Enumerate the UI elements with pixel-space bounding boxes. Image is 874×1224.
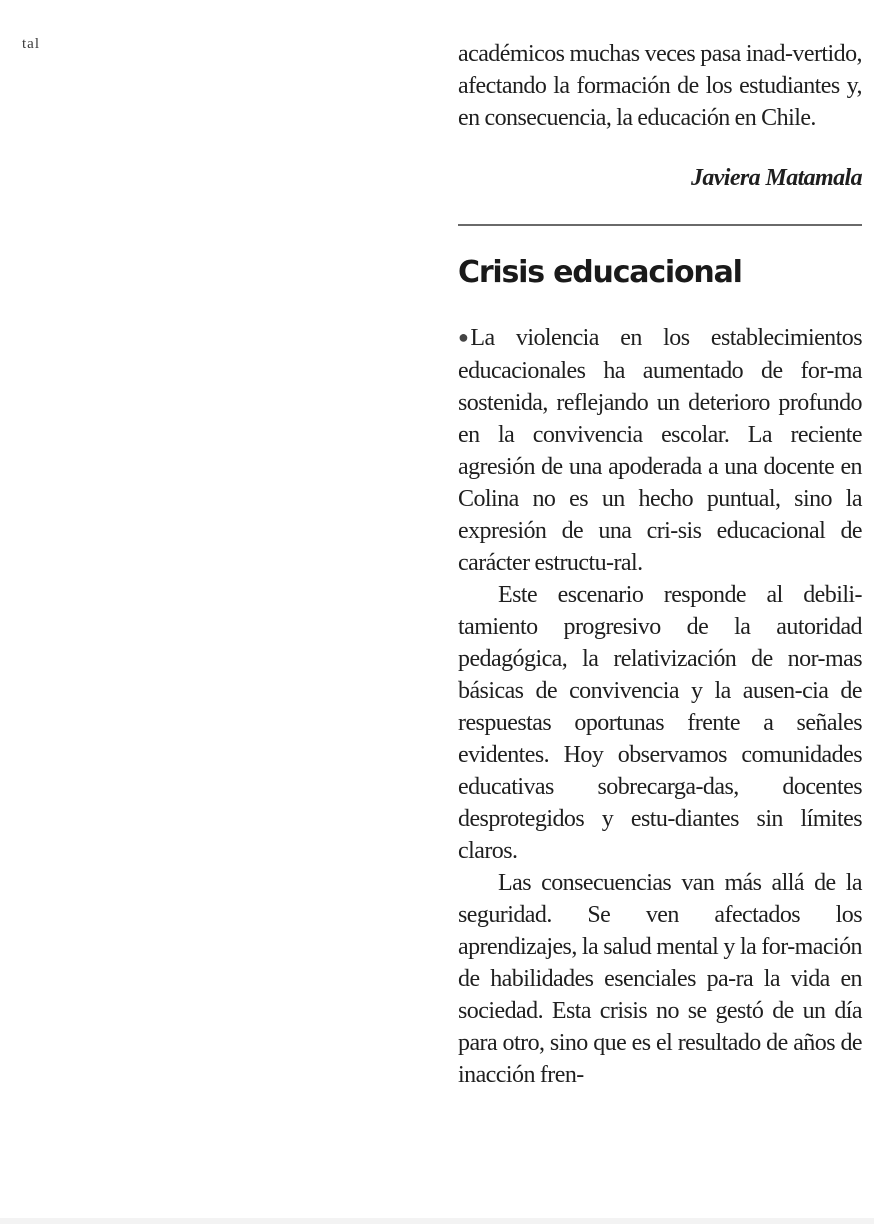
letter-paragraph-2: Este escenario responde al debili-tamiento progresivo de la autoridad pedagógica, la relativización de nor-mas básicas de convivencia y la ausen-cia de respuestas oportunas frente a señales evidentes. Hoy observamos comunidades educativas sobrecarga-das, docentes desprotegidos y estu-diantes sin límites claros. bbox=[458, 582, 862, 864]
previous-letter-signature: Javiera Matamala bbox=[690, 165, 862, 191]
section-divider bbox=[458, 224, 862, 226]
letter-paragraph-1 bbox=[458, 322, 862, 579]
bullet-icon: ● bbox=[458, 327, 469, 347]
letter-headline: Crisis educacional bbox=[458, 255, 742, 290]
letters-column bbox=[458, 38, 862, 1091]
page-bottom-band bbox=[0, 1218, 874, 1224]
letter-body bbox=[458, 322, 862, 1091]
paragraph-1-text: La violencia en los establecimientos educacionales ha aumentado de for-ma sostenida, reflejando un deterioro profundo en la convivencia escolar. La reciente agresión de una apoderada a una docente en Colina no es un hecho puntual, sino la expresión de una cri-sis educacional de carácter estructu-ral. bbox=[458, 325, 862, 576]
letter-paragraph-3: Las consecuencias van más allá de la seguridad. Se ven afectados los aprendizajes, la salud mental y la for-mación de habilidades esenciales pa-ra la vida en sociedad. Esta crisis no se gestó de un día para otro, sino que es el resultado de años de inacción fren- bbox=[458, 870, 862, 1088]
adjacent-column-fragment: tal bbox=[22, 36, 40, 52]
previous-letter-ending: académicos muchas veces pasa inad-vertido, afectando la formación de los estudiantes y, en consecuencia, la educación en Chile. bbox=[458, 41, 862, 131]
